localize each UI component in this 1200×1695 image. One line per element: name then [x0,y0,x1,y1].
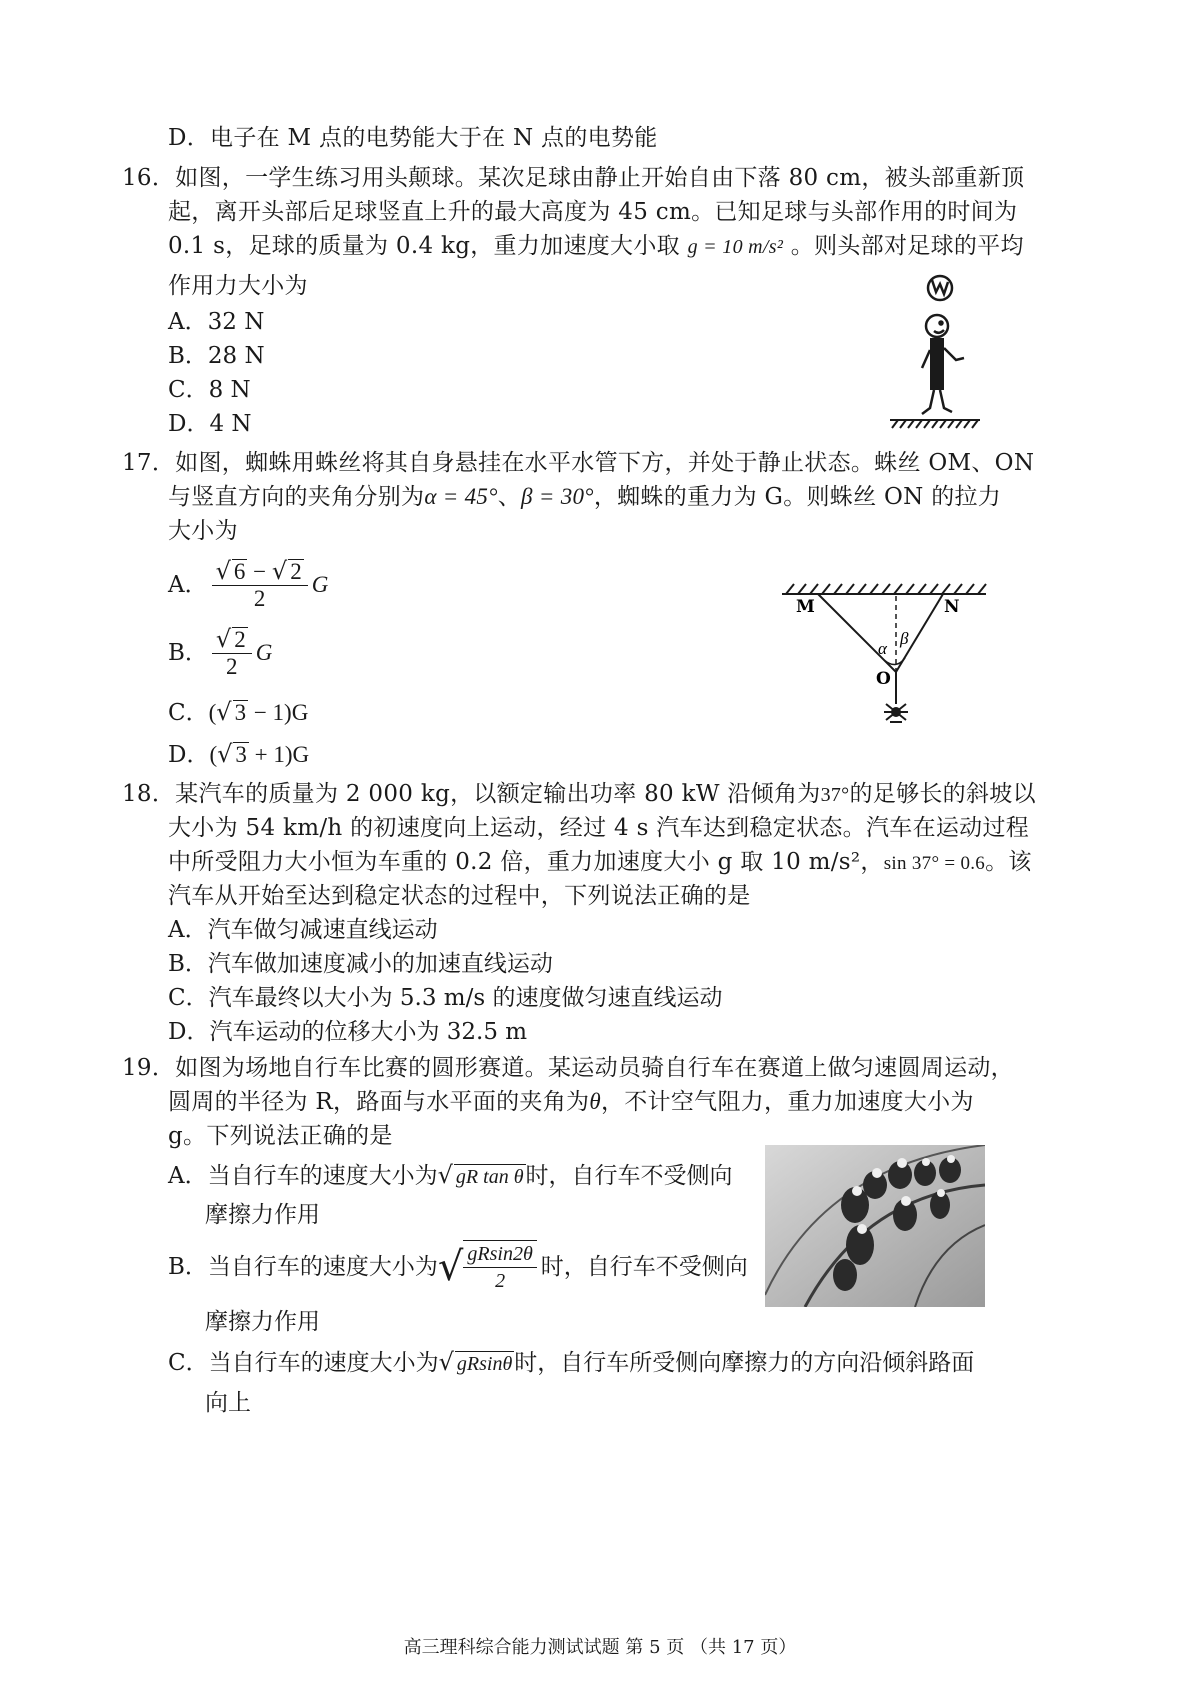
q17-option-a-minus: − [247,559,272,584]
q16-stem-line2: 起，离开头部后足球竖直上升的最大高度为 45 cm。已知足球与头部作用的时间为 [168,199,1018,225]
q16-option-d: D．4 N [168,411,252,437]
q16-stem-line4: 作用力大小为 [168,273,308,299]
q18-line1-text-a: 18．某汽车的质量为 2 000 kg，以额定输出功率 80 kW 沿倾角为 [122,781,821,807]
q18-stem-line2: 大小为 54 km/h 的初速度向上运动，经过 4 s 汽车达到稳定状态。汽车在运动过程 [168,815,1030,841]
q17-line2-text-b: ，蜘蛛的重力为 G。则蛛丝 ON 的拉力 [593,484,1002,510]
q17-separator: 、 [497,484,522,510]
football-icon [928,276,952,300]
q19-cycling-track-photo [765,1145,985,1307]
q17-option-b-g: G [255,640,273,665]
q19-option-b: B．当自行车的速度大小为√ $\frac{gRsin2\theta}{2}$ 时，自行车不受侧向 [168,1240,748,1294]
label-o: O [876,669,891,689]
q17-option-d-root3: 3 [235,742,247,767]
q18-option-d: D．汽车运动的位移大小为 32.5 m [168,1019,528,1045]
q19-theta: θ [589,1089,601,1114]
q16-student-heading-figure [880,268,990,438]
q19-option-a-root: gR tan θ [455,1166,524,1188]
q16-option-b: B．28 N [168,343,265,369]
q17-option-a-g: G [311,572,329,597]
label-n: N [944,597,960,617]
q16-line3-text-a: 0.1 s，足球的质量为 0.4 kg，重力加速度大小取 [168,233,680,259]
q18-line3-text-a: 中所受阻力大小恒为车重的 0.2 倍，重力加速度大小 g 取 10 m/s²， [168,849,884,875]
q17-option-a-denominator: 2 [253,586,266,611]
q17-option-d-paren: ( [209,742,218,767]
q18-sine-value: sin 37° = 0.6 [883,853,986,874]
q18-option-c: C．汽车最终以大小为 5.3 m/s 的速度做匀速直线运动 [168,985,723,1011]
q17-option-d: D．(√ 3 + 1)G [168,740,310,768]
q17-beta-value: β = 30° [521,484,594,509]
q19-option-a-cont: 摩擦力作用 [205,1202,320,1228]
q17-option-b [168,626,272,680]
label-alpha: α [878,639,887,658]
q19-option-c-cont: 向上 [205,1390,251,1416]
q17-stem-line3: 大小为 [168,518,238,544]
q17-option-a-root2: 2 [290,559,302,584]
q18-angle: 37° [820,784,850,806]
q17-line2-text-a: 与竖直方向的夹角分别为 [168,484,425,510]
q19-option-b-text-a: B．当自行车的速度大小为 [168,1254,438,1280]
q18-option-a: A．汽车做匀减速直线运动 [168,917,438,943]
q19-line2-text-b: ，不计空气阻力，重力加速度大小为 [600,1089,974,1115]
q18-stem-line3 [168,847,1032,879]
q19-option-b-text-b: 时，自行车不受侧向 [540,1254,748,1280]
q19-option-a: A．当自行车的速度大小为√ gR tan θ时，自行车不受侧向 [168,1161,733,1189]
q19-option-b-fraction [463,1240,536,1294]
q17-option-a-fraction: $\frac{√ 6 - √ 2}{2}$ [212,558,308,612]
q17-option-c-paren: ( [208,700,217,725]
q17-option-b-root2: 2 [234,627,246,652]
q16-gravity-formula: g = 10 m/s² [687,236,784,258]
q17-stem-line1: 17．如图，蜘蛛用蛛丝将其自身悬挂在水平水管下方，并处于静止状态。蛛丝 OM、ON [122,450,1035,476]
q19-line2-text-a: 圆周的半径为 R，路面与水平面的夹角为 [168,1089,590,1115]
q17-alpha-value: α = 45° [424,484,498,509]
q16-option-c: C．8 N [168,377,251,403]
q15-option-d: D．电子在 M 点的电势能大于在 N 点的电势能 [168,125,658,151]
q19-option-c-root: gRsinθ [456,1353,513,1375]
q17-option-c-root3: 3 [234,700,247,725]
q17-option-d-rest: + 1)G [248,742,310,767]
q19-option-a-text-a: A．当自行车的速度大小为 [168,1163,438,1189]
q18-option-b: B．汽车做加速度减小的加速直线运动 [168,951,553,977]
page-footer: 高三理科综合能力测试试题 第 5 页 （共 17 页） [403,1637,797,1658]
q19-option-b-cont: 摩擦力作用 [205,1309,320,1335]
student-head-icon [926,315,948,337]
q19-option-c-text-b: 时，自行车所受侧向摩擦力的方向沿倾斜路面 [514,1350,975,1376]
q17-option-a [168,558,328,612]
q19-option-c: C．当自行车的速度大小为√ gRsinθ时，自行车所受侧向摩擦力的方向沿倾斜路面 [168,1348,975,1376]
pipe-hatching-icon [782,584,986,594]
q19-option-b-numerator: gRsin2θ [463,1241,536,1268]
q17-option-d-label: D． [168,742,210,768]
q16-option-a: A．32 N [168,309,265,335]
q16-line3-text-b: 。则头部对足球的平均 [790,233,1024,259]
spider-icon [884,704,908,722]
q17-option-b-label: B． [168,640,208,666]
q19-option-c-text-a: C．当自行车的速度大小为 [168,1350,439,1376]
q17-option-b-denominator: 2 [226,654,238,679]
q17-option-b-fraction: $\frac{√ 2}{2}$ [212,626,252,680]
q19-stem-line1: 19．如图为场地自行车比赛的圆形赛道。某运动员骑自行车在赛道上做匀速圆周运动， [122,1055,1014,1081]
q17-option-a-root6: 6 [233,559,246,584]
q16-stem-line1: 16．如图，一学生练习用头颠球。某次足球由静止开始自由下落 80 cm，被头部重新顶 [122,165,1025,191]
q19-stem-line3: g。下列说法正确的是 [168,1123,393,1149]
q17-stem-line2 [168,482,1001,512]
q19-option-b-denominator: 2 [495,1270,506,1292]
q17-option-a-label: A． [168,572,208,598]
q18-line3-text-b: 。该 [985,849,1032,875]
q17-option-c-rest: − 1)G [248,700,309,725]
q18-line1-text-b: 的足够长的斜坡以 [849,781,1036,807]
q17-option-c: C．(√ 3 − 1)G [168,698,309,726]
q19-stem-line2 [168,1087,974,1117]
q17-spider-figure [778,582,990,732]
q18-stem-line4: 汽车从开始至达到稳定状态的过程中，下列说法正确的是 [168,883,751,909]
student-body-icon [930,338,944,390]
label-m: M [796,597,815,617]
q17-option-c-label: C． [168,700,209,726]
q18-stem-line1 [122,779,1036,810]
q16-stem-line3 [168,231,1024,262]
label-beta: β [900,629,909,648]
ground-icon [890,420,980,428]
q19-option-a-text-b: 时，自行车不受侧向 [525,1163,733,1189]
